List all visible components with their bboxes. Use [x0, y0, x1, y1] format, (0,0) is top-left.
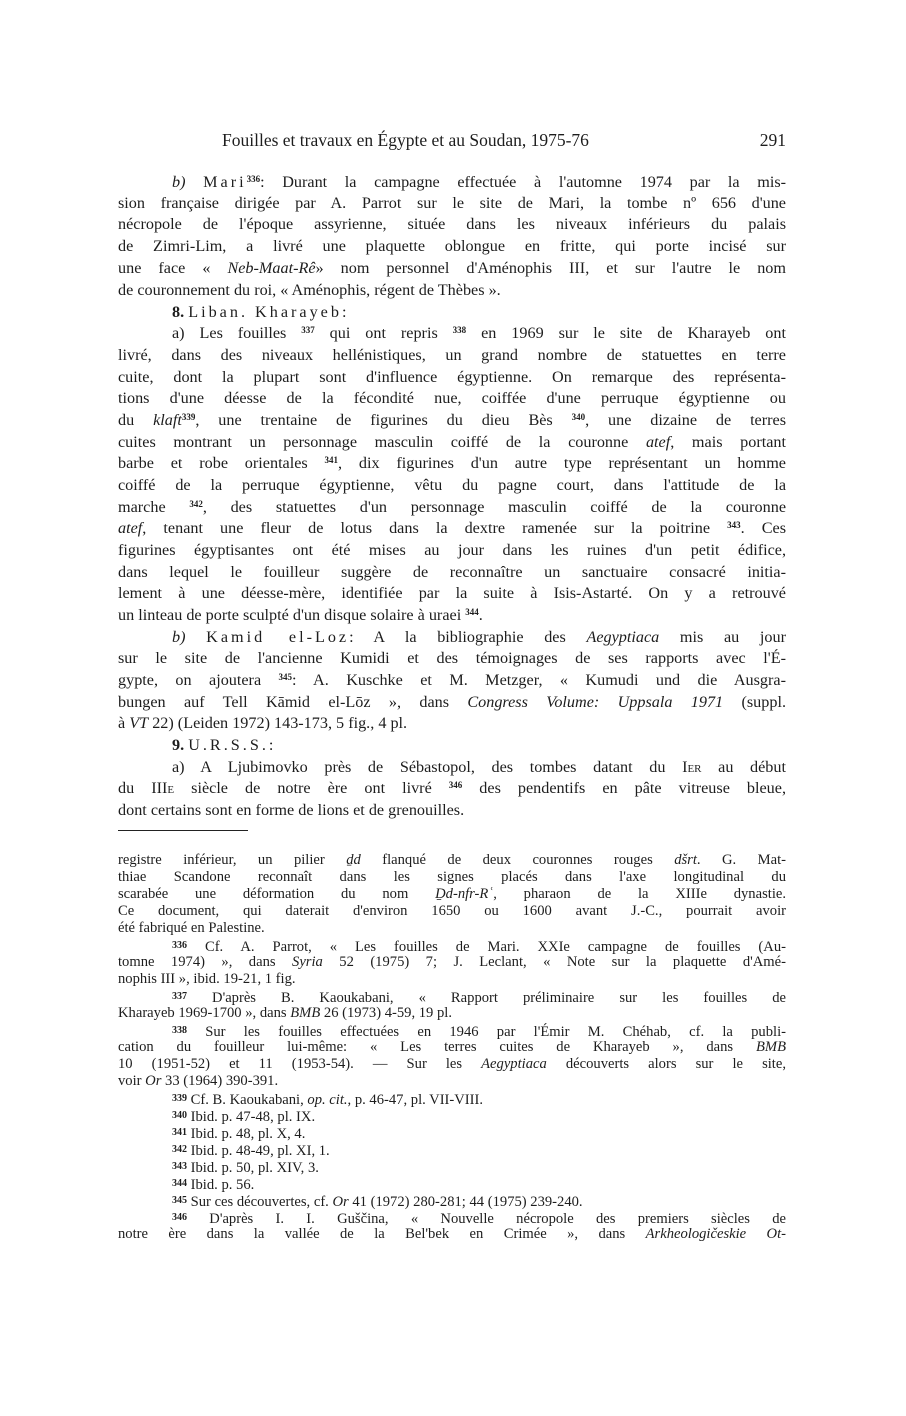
section-heading: 8. Liban. Kharayeb:: [172, 303, 347, 321]
body-line: à VT 22) (Leiden 1972) 143-173, 5 fig., 4 pl.: [118, 714, 408, 732]
body-line: b) Kamid el-Loz: A la bibliographie des Aegyptiaca mis au jour: [172, 628, 786, 646]
body-line: sion française dirigée par A. Parrot sur le site de Mari, la tombe nº 656 d'une: [118, 194, 786, 212]
footnote-line: registre inférieur, un pilier ḏd flanqué de deux couronnes rouges dšrt. G. Mat-: [118, 852, 786, 868]
page-number: 291: [759, 130, 786, 150]
body-line: figurines égyptisantes ont été mises au jour dans les ruines d'un petit édifice,: [118, 541, 786, 559]
body-line: barbe et robe orientales $^{341}$, dix figurines d'un autre type représentant un homme: [118, 454, 786, 472]
footnote-line: Kharayeb 1969-1700 », dans BMB 26 (1973) 4-59, 19 pl.: [118, 1005, 452, 1021]
footnote-line: thiae Scandone reconnaît dans les signes placés dans l'axe longitudinal du: [118, 869, 786, 885]
footnote-line: Ce document, qui daterait d'environ 1650 ou 1600 avant J.-C., pourrait avoir: [118, 903, 786, 919]
body-line: a) Les fouilles $^{337}$ qui ont repris $^{338}$ en 1969 sur le site de Kharayeb ont: [172, 324, 786, 342]
footnote-line: $^{341}$ Ibid. p. 48, pl. X, 4.: [172, 1126, 306, 1142]
body-line: gypte, on ajoutera $^{345}$: A. Kuschke et M. Metzger, « Kumudi und die Ausgra-: [118, 671, 786, 689]
footnote-line: voir Or 33 (1964) 390-391.: [118, 1073, 279, 1089]
running-title: Fouilles et travaux en Égypte et au Soudan, 1975-76: [222, 130, 589, 150]
body-line: b) Mari$^{336}$: Durant la campagne effectuée à l'automne 1974 par la mis-: [172, 173, 787, 191]
footnote-line: scarabée une déformation du nom Ḏd-nfr-Rʿ, pharaon de la XIIIe dynastie.: [118, 886, 786, 902]
body-line: une face « Neb-Maat-Rê» nom personnel d'Aménophis III, et sur l'autre le nom: [118, 259, 786, 277]
body-line: cuite, dont la plupart sont d'influence égyptienne. On remarque des représenta-: [118, 368, 786, 386]
body-line: dans lequel le fouilleur suggère de reconnaître un sanctuaire consacré initia-: [118, 563, 786, 581]
body-line: de Zimri-Lim, a livré une plaquette oblongue en fritte, qui porte incisé sur: [118, 237, 786, 255]
footnote-line: $^{340}$ Ibid. p. 47-48, pl. IX.: [172, 1109, 316, 1125]
footnote-line: cation du fouilleur lui-même: « Les terres cuites de Kharayeb », dans BMB: [118, 1039, 786, 1055]
body-line: sur le site de l'ancienne Kumidi et des témoignages de ses rapports avec l'É-: [118, 649, 786, 667]
body-line: marche $^{342}$, des statuettes d'un personnage masculin coiffé de la couronne: [118, 498, 786, 516]
footnote-line: $^{343}$ Ibid. p. 50, pl. XIV, 3.: [172, 1160, 319, 1176]
footnote-line: notre ère dans la vallée de la Bel'bek en Crimée », dans Arkheologičeskie Ot-: [118, 1226, 787, 1242]
body-line: bungen auf Tell Kāmid el-Lōz », dans Congress Volume: Uppsala 1971 (suppl.: [118, 693, 786, 711]
footnote-line: $^{345}$ Sur ces découvertes, cf. Or 41 (1972) 280-281; 44 (1975) 239-240.: [172, 1194, 583, 1210]
body-line: atef, tenant une fleur de lotus dans la dextre ramenée sur la poitrine $^{343}$. Ces: [118, 519, 787, 537]
body-line: livré, dans des niveaux hellénistiques, un grand nombre de statuettes en terre: [118, 346, 786, 364]
body-line: cuites montrant un personnage masculin coiffé de la couronne atef, mais portant: [118, 433, 786, 451]
footnote-line: $^{339}$ Cf. B. Kaoukabani, op. cit., p. 46-47, pl. VII-VIII.: [172, 1092, 484, 1108]
body-line: nécropole de l'époque assyrienne, située dans les niveaux inférieurs du palais: [118, 215, 786, 233]
footnote-line: $^{338}$ Sur les fouilles effectuées en 1946 par l'Émir M. Chéhab, cf. la publi-: [172, 1024, 786, 1040]
body-line: de couronnement du roi, « Aménophis, régent de Thèbes ».: [118, 281, 501, 299]
footnote-line: $^{337}$ D'après B. Kaoukabani, « Rapport préliminaire sur les fouilles de: [172, 990, 786, 1006]
running-header: [118, 130, 786, 158]
footnote-line: nophis III », ibid. 19-21, 1 fig.: [118, 971, 296, 987]
footnote-line: $^{342}$ Ibid. p. 48-49, pl. XI, 1.: [172, 1143, 330, 1159]
footnote-line: été fabriqué en Palestine.: [118, 920, 265, 936]
body-line: un linteau de porte sculpté d'un disque solaire à uraei $^{344}$.: [118, 606, 483, 624]
body-line: tions d'une déesse de la fécondité nue, coiffée d'une perruque égyptienne ou: [118, 389, 786, 407]
footnote-separator: [118, 830, 248, 831]
footnote-line: $^{344}$ Ibid. p. 56.: [172, 1177, 255, 1193]
section-heading: 9. U.R.S.S.:: [172, 736, 274, 754]
body-line: lement à une déesse-mère, identifiée par la suite à Isis-Astarté. On y a retrouvé: [118, 584, 786, 602]
footnote-line: tomne 1974) », dans Syria 52 (1975) 7; J. Leclant, « Note sur la plaquette d'Amé-: [118, 954, 786, 970]
footnote-line: $^{336}$ Cf. A. Parrot, « Les fouilles de Mari. XXIe campagne de fouilles (Au-: [172, 939, 786, 955]
body-line: a) A Ljubimovko près de Sébastopol, des tombes datant du Ier au début: [172, 758, 786, 776]
body-line: dont certains sont en forme de lions et de grenouilles.: [118, 801, 465, 819]
body-line: coiffé de la perruque égyptienne, vêtu du pagne court, dans l'attitude de la: [118, 476, 786, 494]
body-line: du IIIe siècle de notre ère ont livré $^{346}$ des pendentifs en pâte vitreuse bleue,: [118, 779, 787, 797]
footnote-line: 10 (1951-52) et 11 (1953-54). — Sur les Aegyptiaca découverts alors sur le site,: [118, 1056, 786, 1072]
footnote-line: $^{346}$ D'après I. I. Guščina, « Nouvelle nécropole des premiers siècles de: [172, 1211, 786, 1227]
body-line: du klaft$^{339}$, une trentaine de figurines du dieu Bès $^{340}$, une dizaine de terres: [118, 411, 787, 429]
